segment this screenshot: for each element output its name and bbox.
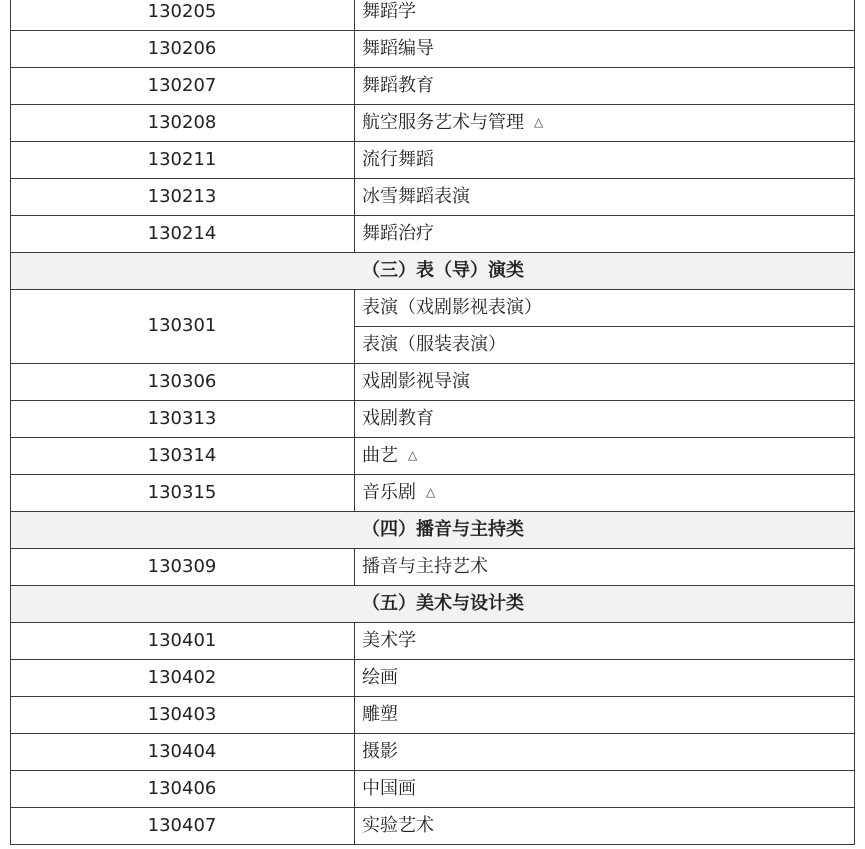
major-code: 130207 [147,75,217,96]
row-divider [10,585,855,586]
major-name-text: 实验艺术 [362,815,434,836]
row-divider [10,67,855,68]
major-name-text: 舞蹈教育 [362,75,434,96]
table-row [10,0,855,30]
major-name [362,400,434,437]
major-name [362,622,416,659]
major-name-text: 舞蹈学 [362,1,416,22]
triangle-icon: △ [408,448,418,462]
row-divider [10,659,855,660]
row-divider [10,511,855,512]
major-name-text: 舞蹈编导 [362,38,434,59]
table-row [10,178,855,215]
table-row [10,141,855,178]
major-name [362,67,434,104]
major-name [362,474,435,511]
table-row [10,437,855,474]
table-row [10,400,855,437]
row-divider [10,770,855,771]
column-divider [354,104,355,142]
table-row [10,30,855,67]
column-divider [354,289,355,327]
major-name-text: 美术学 [362,630,416,651]
table-left-border [10,0,11,845]
major-name [362,548,488,585]
major-code: 130301 [147,315,217,336]
major-code: 130214 [147,223,217,244]
major-name-text: 音乐剧 [362,482,416,503]
major-name [362,104,543,141]
major-name-text: 表演（服装表演） [362,334,506,355]
column-divider [354,215,355,253]
row-divider [354,326,855,327]
table-row [10,215,855,252]
major-name-text: 播音与主持艺术 [362,556,488,577]
major-name-text: 舞蹈治疗 [362,223,434,244]
section-title: （四）播音与主持类 [362,519,524,540]
column-divider [354,141,355,179]
table-row [10,622,855,659]
triangle-icon: △ [426,485,436,499]
table-row [10,363,855,400]
column-divider [354,400,355,438]
major-name-text: 戏剧教育 [362,408,434,429]
major-name [362,141,434,178]
column-divider [354,733,355,771]
column-divider [354,326,355,364]
table-row [10,733,855,770]
column-divider [354,622,355,660]
column-divider [354,363,355,401]
column-divider [354,178,355,216]
major-name [362,178,470,215]
table-row [10,807,855,844]
section-row [10,585,855,622]
row-divider [10,696,855,697]
major-name-text: 流行舞蹈 [362,149,434,170]
major-code: 130313 [147,408,217,429]
column-divider [354,0,355,31]
major-code: 130315 [147,482,217,503]
row-divider [10,363,855,364]
column-divider [354,548,355,586]
major-name [362,0,416,30]
major-name-text: 冰雪舞蹈表演 [362,186,470,207]
section-title: （三）表（导）演类 [362,260,524,281]
table-row [10,659,855,696]
row-divider [10,548,855,549]
row-divider [10,104,855,105]
row-divider [10,437,855,438]
table-row [10,770,855,807]
major-code: 130211 [147,149,217,170]
row-divider [10,844,855,845]
row-divider [10,733,855,734]
table-row [10,474,855,511]
row-divider [10,141,855,142]
table-row [10,104,855,141]
row-divider [10,400,855,401]
section-row [10,511,855,548]
major-name-text: 绘画 [362,667,398,688]
table-row [10,67,855,104]
row-divider [10,178,855,179]
row-divider [10,622,855,623]
major-name [362,363,470,400]
major-name-text: 航空服务艺术与管理 [362,112,524,133]
major-name-text: 摄影 [362,741,398,762]
column-divider [354,67,355,105]
major-name [362,437,417,474]
major-code: 130206 [147,38,217,59]
column-divider [354,30,355,68]
table-row [10,548,855,585]
major-code: 130213 [147,186,217,207]
row-divider [10,289,855,290]
section-title: （五）美术与设计类 [362,593,524,614]
major-code: 130306 [147,371,217,392]
column-divider [354,659,355,697]
major-code: 130401 [147,630,217,651]
row-divider [10,474,855,475]
major-code: 130406 [147,778,217,799]
row-divider [10,215,855,216]
major-name [362,807,434,844]
major-code: 130407 [147,815,217,836]
table-row [10,289,855,336]
major-name [362,733,398,770]
major-name-text: 曲艺 [362,445,398,466]
major-name [362,289,542,326]
major-name-text: 戏剧影视导演 [362,371,470,392]
major-code: 130208 [147,112,217,133]
major-name [362,696,398,733]
row-divider [10,807,855,808]
major-code: 130309 [147,556,217,577]
column-divider [354,807,355,845]
major-name [362,326,506,363]
section-row [10,252,855,289]
row-divider [10,30,855,31]
major-code: 130403 [147,704,217,725]
column-divider [354,474,355,512]
major-name-text: 雕塑 [362,704,398,725]
column-divider [354,437,355,475]
row-divider [10,252,855,253]
major-name-text: 表演（戏剧影视表演） [362,297,542,318]
major-code: 130314 [147,445,217,466]
major-name [362,770,416,807]
major-name-text: 中国画 [362,778,416,799]
table-right-border [854,0,855,845]
major-name [362,215,434,252]
major-code: 130404 [147,741,217,762]
major-code: 130205 [147,1,217,22]
major-code: 130402 [147,667,217,688]
table-row [10,326,855,363]
column-divider [354,696,355,734]
major-name [362,659,398,696]
major-name [362,30,434,67]
column-divider [354,770,355,808]
table-row [10,696,855,733]
triangle-icon: △ [534,115,544,129]
